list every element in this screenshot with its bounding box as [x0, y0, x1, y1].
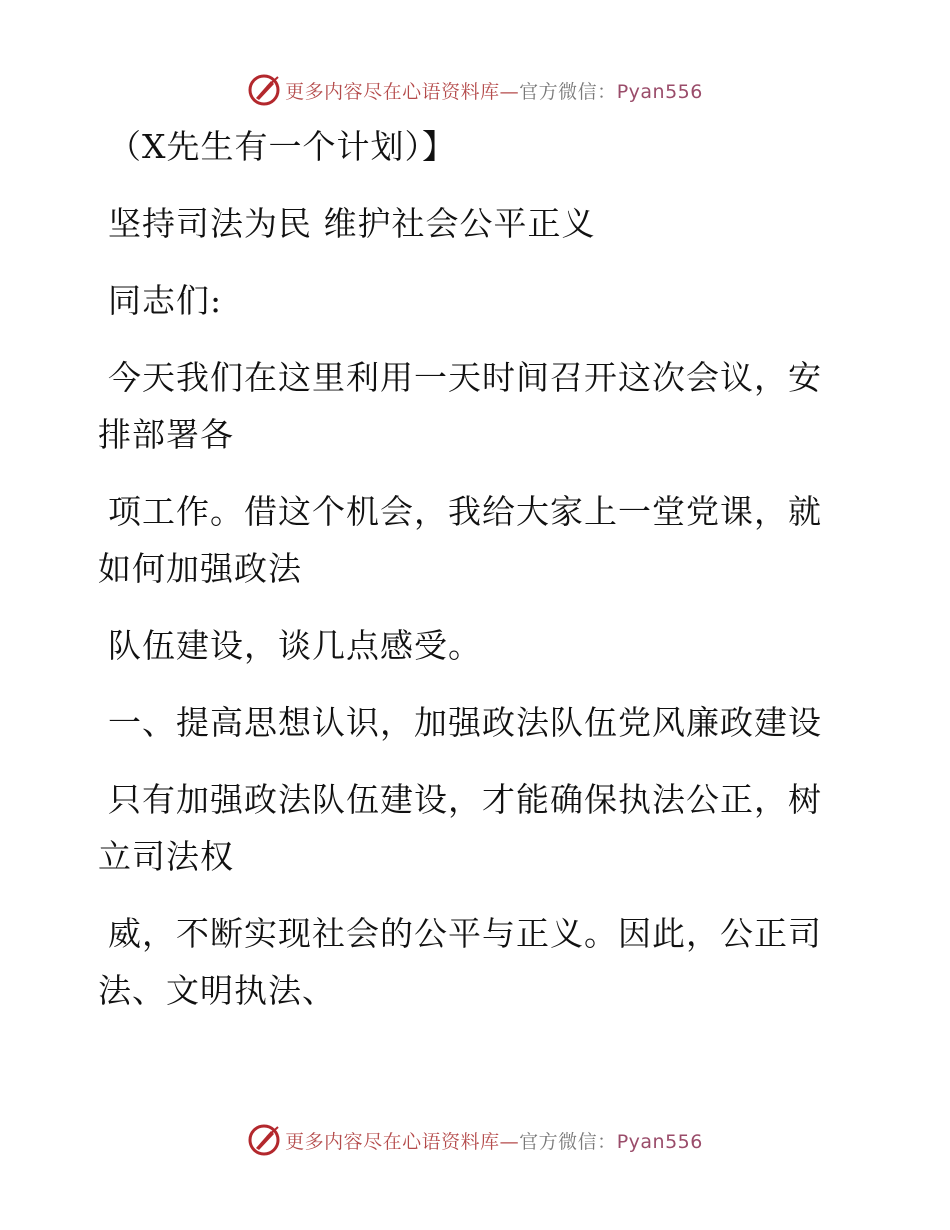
text-line: 只有加强政法队伍建设，才能确保执法公正，树	[108, 780, 822, 819]
banner-site-name: 更多内容尽在心语资料库	[285, 80, 500, 103]
paragraph	[98, 349, 838, 463]
quill-logo-icon	[247, 73, 281, 107]
header-banner	[0, 70, 950, 110]
salutation: 同志们:	[108, 281, 223, 320]
document-title: 坚持司法为民 维护社会公平正义	[108, 204, 596, 243]
section-heading: 一、提高思想认识，加强政法队伍党风廉政建设	[108, 703, 822, 742]
banner-separator: —	[499, 1130, 520, 1153]
banner-separator: —	[499, 80, 520, 103]
paragraph	[98, 483, 838, 597]
banner-wechat-label: 官方微信：	[519, 1130, 617, 1153]
text-line: 排部署各	[98, 415, 234, 454]
quill-logo-icon	[247, 1123, 281, 1157]
banner-wechat-id: Pyan556	[616, 80, 703, 103]
text-line: 项工作。借这个机会，我给大家上一堂党课，就	[108, 492, 822, 531]
text-line: 法、文明执法、	[98, 971, 336, 1010]
text-line: 立司法权	[98, 837, 234, 876]
banner-wechat-id: Pyan556	[616, 1130, 703, 1153]
text-line: 今天我们在这里利用一天时间召开这次会议，安	[108, 358, 822, 397]
banner-text	[285, 1127, 703, 1154]
banner-site-name: 更多内容尽在心语资料库	[285, 1130, 500, 1153]
paragraph	[98, 272, 838, 329]
paragraph	[98, 617, 838, 674]
banner-wechat-label: 官方微信：	[519, 80, 617, 103]
title-note: （X先生有一个计划）】	[108, 127, 456, 166]
banner-text	[285, 77, 703, 104]
paragraph	[98, 771, 838, 885]
text-line: 如何加强政法	[98, 549, 302, 588]
paragraph	[98, 118, 838, 175]
text-line: 威，不断实现社会的公平与正义。因此，公正司	[108, 914, 822, 953]
document-body	[98, 118, 838, 1019]
footer-banner	[0, 1120, 950, 1160]
paragraph	[98, 905, 838, 1019]
paragraph	[98, 694, 838, 751]
paragraph	[98, 195, 838, 252]
text-line: 队伍建设，谈几点感受。	[108, 626, 482, 665]
